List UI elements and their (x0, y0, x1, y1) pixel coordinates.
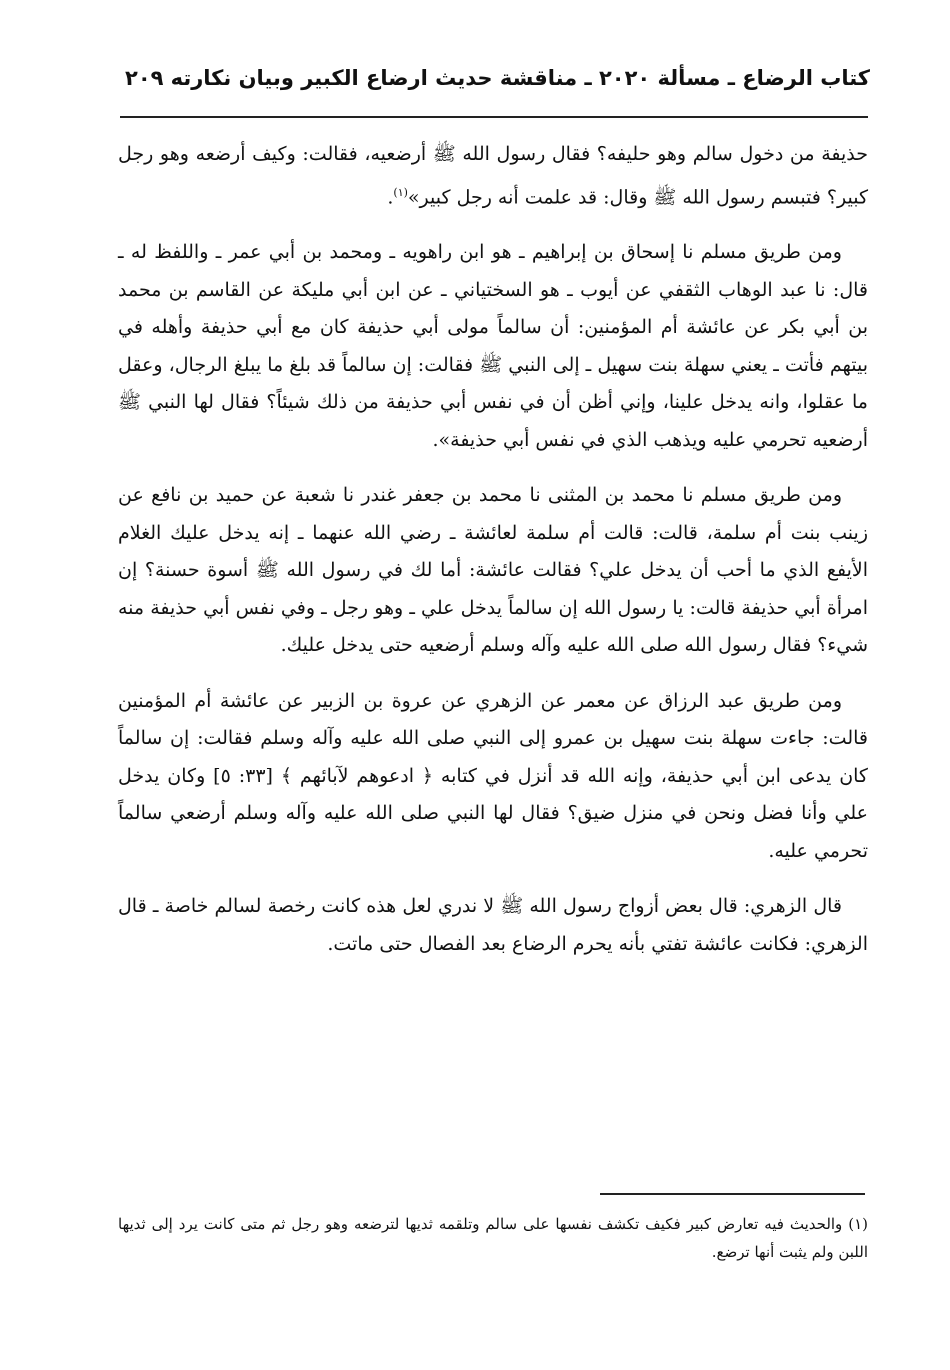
paragraph-1: حذيفة من دخول سالم وهو حليفه؟ فقال رسول الله ﷺ أرضعيه، فقالت: وكيف أرضعه وهو رجل كبير؟ فتبسم رسول الله ﷺ وقال: قد علمت أنه رجل كبير»$^{(١)}$. (118, 143, 868, 208)
header-divider (120, 116, 868, 118)
running-header (115, 58, 870, 102)
footnote-reference: (١) (393, 185, 408, 199)
paragraph-5: قال الزهري: قال بعض أزواج رسول الله ﷺ لا ندري لعل هذه كانت رخصة لسالم خاصة ـ قال الزهري: فكانت عائشة تفتي بأنه يحرم الرضاع بعد الفصال حتى ماتت. (118, 895, 868, 955)
paragraph-1-text: حذيفة من دخول سالم وهو حليفه؟ فقال رسول الله ﷺ أرضعيه، فقالت: وكيف أرضعه وهو رجل كبير؟ فتبسم رسول الله ﷺ وقال: قد علمت أنه رجل كبير» (118, 143, 868, 208)
paragraph-4: ومن طريق عبد الرزاق عن معمر عن الزهري عن عروة بن الزبير عن عائشة أم المؤمنين قالت: جاءت سهلة بنت سهيل بن عمرو إلى النبي صلى الله عليه وآله وسلم فقالت: إن سالماً كان يدعى ابن أبي حذيفة، وإنه الله قد أنزل في كتابه ﴿ ادعوهم لآبائهم ﴾ [٣٣: ٥] وكان يدخل علي وأنا فضل ونحن في منزل ضيق؟ فقال لها النبي صلى الله عليه وآله وسلم أرضعي سالماً تحرمي عليه. (118, 689, 868, 862)
body-text (118, 136, 868, 981)
page-number: ٢٠٩ (125, 66, 164, 90)
footnote-divider (600, 1193, 865, 1195)
paragraph-3: ومن طريق مسلم نا محمد بن المثنى نا محمد بن جعفر غندر نا شعبة عن حميد بن نافع عن زينب بنت أم سلمة، قالت: قالت أم سلمة لعائشة ـ رضي الله عنهما ـ إنه يدخل عليك الغلام الأيفع الذي ما أحب أن يدخل علي؟ فقالت عائشة: أما لك في رسول الله ﷺ أسوة حسنة؟ إن امرأة أبي حذيفة قالت: يا رسول الله إن سالماً يدخل علي ـ وهو رجل ـ وفي نفس أبي حذيفة منه شيء؟ فقال رسول الله صلى الله عليه وآله وسلم أرضعيه حتى يدخل عليك. (118, 484, 868, 657)
footnote: (١) والحديث فيه تعارض كبير فكيف تكشف نفسها على سالم وتلقمه ثديها لترضعه وهو رجل ثم متى كانت يرد إلى ثديها اللبن ولم يثبت أنها ترضع. (118, 1215, 868, 1261)
paragraph-2: ومن طريق مسلم نا إسحاق بن إبراهيم ـ هو ابن راهويه ـ ومحمد بن أبي عمر ـ واللفظ له ـ قال: نا عبد الوهاب الثقفي عن أيوب ـ هو السختياني ـ عن ابن أبي مليكة عن القاسم بن محمد بن أبي بكر عن عائشة أم المؤمنين: أن سالماً مولى أبي حذيفة كان مع أبي حذيفة وأهله في بيتهم فأتت ـ يعني سهلة بنت سهيل ـ إلى النبي ﷺ فقالت: إن سالماً قد بلغ ما يبلغ الرجال، وعقل ما عقلوا، وانه يدخل علينا، وإني أظن أن في نفس أبي حذيفة من ذلك شيئاً؟ فقال لها النبي ﷺ أرضعيه تحرمي عليه ويذهب الذي في نفس أبي حذيفة». (118, 241, 869, 451)
running-header-title: كتاب الرضاع ـ مسألة ٢٠٢٠ ـ مناقشة حديث ارضاع الكبير وبيان نكارته (170, 66, 870, 90)
